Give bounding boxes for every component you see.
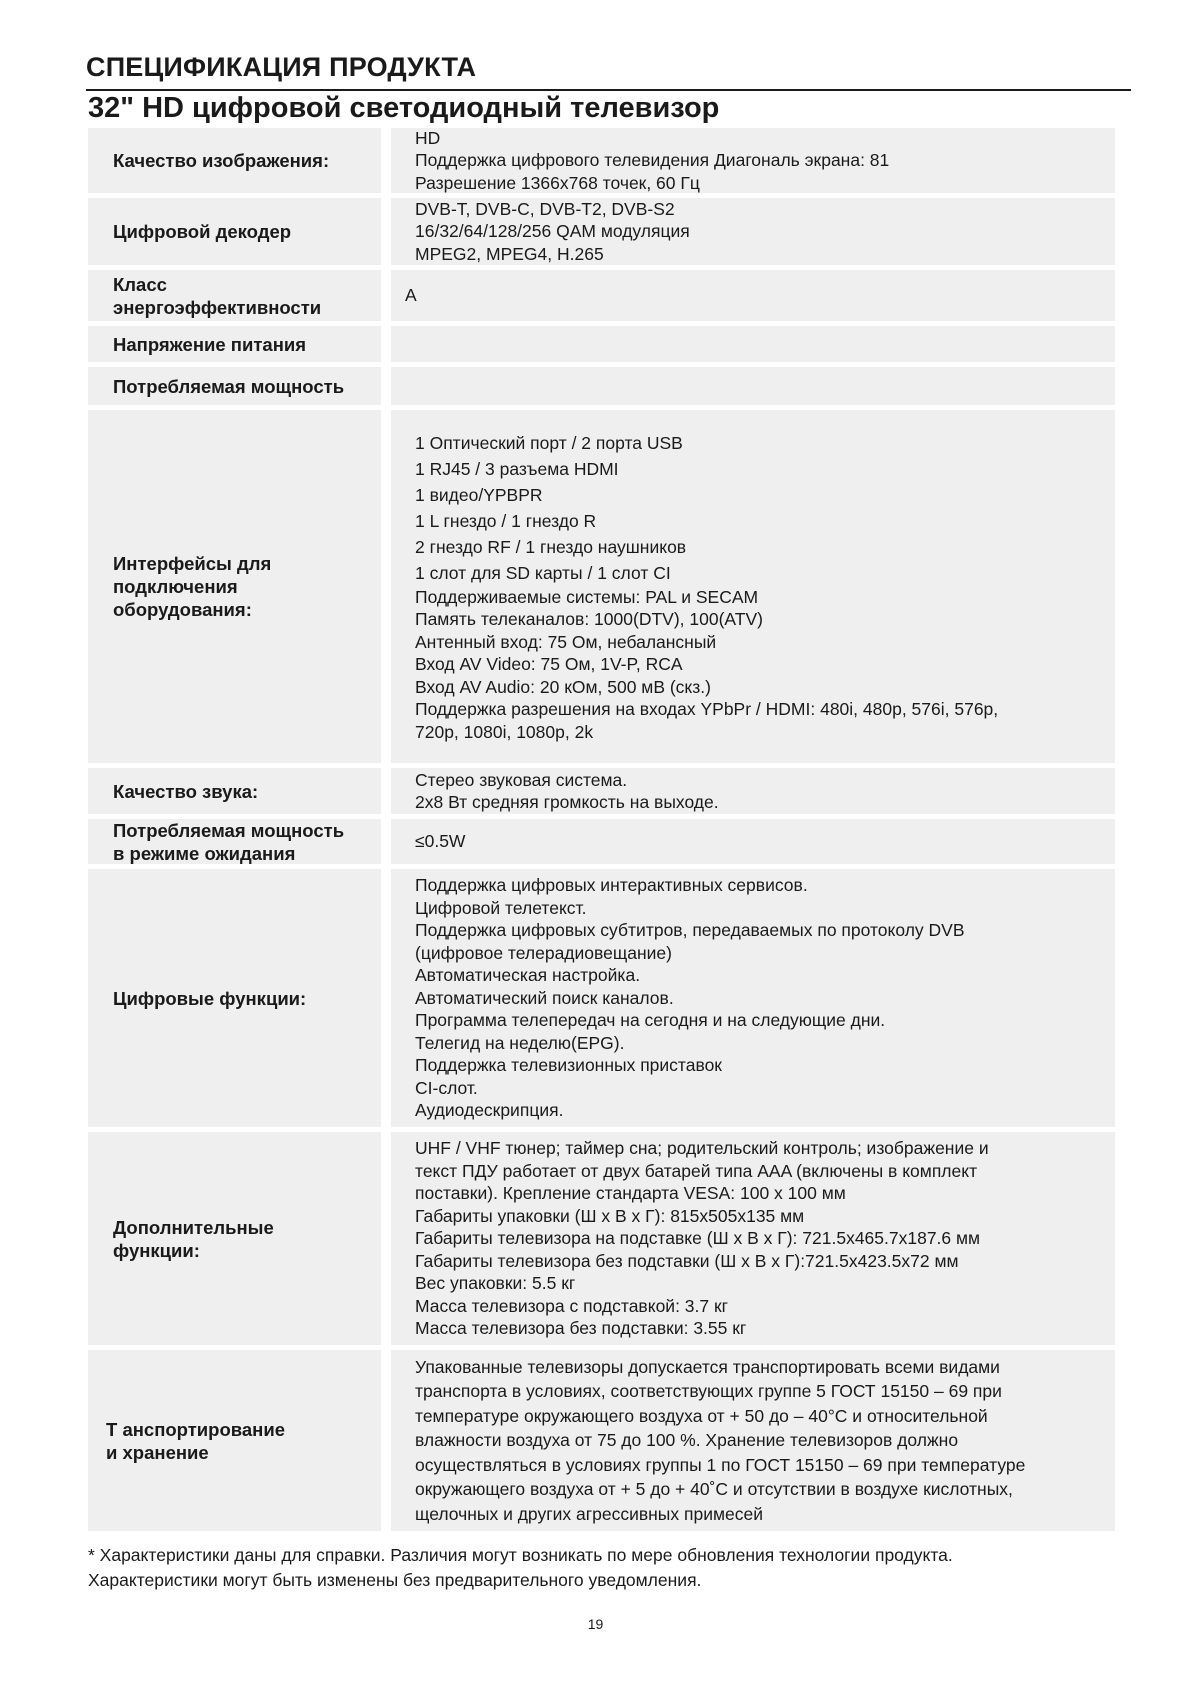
spec-line: Вход AV Video: 75 Ом, 1V-P, RCA (415, 654, 683, 675)
spec-line: ≤0.5W (415, 831, 466, 852)
spec-line: Габариты упаковки (Ш x В x Г): 815x505x135 мм (415, 1205, 805, 1226)
spec-line: Масса телевизора с подставкой: 3.7 кг (415, 1295, 729, 1316)
spec-line: Программа телепередач на сегодня и на следующие дни. (415, 1010, 886, 1031)
spec-label: Класс энергоэффективности (88, 270, 381, 321)
spec-line: Стерео звуковая система. (415, 769, 628, 790)
spec-label: Т анспортирование и хранение (88, 1350, 381, 1531)
spec-line: DVB-T, DVB-C, DVB-T2, DVB-S2 (415, 198, 675, 219)
spec-line: Вход AV Audio: 20 кОм, 500 мВ (скз.) (415, 676, 711, 697)
spec-line: MPEG2, MPEG4, H.265 (415, 243, 604, 264)
spec-line: Поддерживаемые системы: PAL и SECAM (415, 586, 759, 607)
spec-label: Качество звука: (88, 768, 381, 814)
spec-label: Цифровые функции: (88, 869, 381, 1127)
spec-line: Габариты телевизора на подставке (Ш x В x Г): 721.5x465.7x187.6 мм (415, 1228, 981, 1249)
title-divider (86, 89, 1131, 91)
spec-value (391, 367, 1115, 405)
spec-value (391, 869, 1115, 1127)
spec-line: Поддержка цифровых интерактивных сервисов. (415, 875, 808, 896)
spec-line: (цифровое телерадиовещание) (415, 942, 672, 963)
spec-row-picture-quality (88, 128, 1115, 193)
spec-line: транспорта в условиях, соответствующих группе 5 ГОСТ 15150 – 69 при (415, 1381, 1002, 1402)
spec-line: Память телеканалов: 1000(DTV), 100(ATV) (415, 609, 763, 630)
footnote-line: Характеристики могут быть изменены без предварительного уведомления. (88, 1570, 702, 1590)
spec-row-transport-storage (88, 1350, 1115, 1531)
spec-label: Напряжение питания (88, 326, 381, 362)
spec-value (391, 768, 1115, 814)
spec-line: 1 RJ45 / 3 разъема HDMI (415, 458, 619, 479)
spec-line: HD (415, 127, 441, 148)
spec-line: Телегид на неделю(EPG). (415, 1032, 625, 1053)
spec-line: 1 L гнездо / 1 гнездо R (415, 510, 597, 531)
spec-row-digital-functions (88, 869, 1115, 1127)
spec-line: Габариты телевизора без подставки (Ш x В x Г):721.5x423.5x72 мм (415, 1250, 959, 1271)
spec-line: 2x8 Вт средняя громкость на выходе. (415, 792, 719, 812)
spec-label: Интерфейсы для подключения оборудования: (88, 410, 381, 763)
spec-line: CI-слот. (415, 1077, 478, 1098)
spec-value (391, 1350, 1115, 1531)
spec-line: текст ПДУ работает от двух батарей типа AAA (включены в комплект (415, 1160, 978, 1181)
spec-row-additional-functions (88, 1132, 1115, 1345)
spec-label: Потребляемая мощность в режиме ожидания (88, 819, 381, 864)
spec-line: 1 видео/YPBPR (415, 484, 543, 505)
spec-line: поставки). Крепление стандарта VESA: 100 x 100 мм (415, 1183, 846, 1204)
footnote-line: * Характеристики даны для справки. Различия могут возникать по мере обновления технологии продукта. (88, 1545, 953, 1565)
spec-line: окружающего воздуха от + 5 до + 40˚С и отсутствии в воздухе кислотных, (415, 1479, 1013, 1500)
spec-line: Упакованные телевизоры допускается транспортировать всеми видами (415, 1356, 1000, 1377)
spec-line: Антенный вход: 75 Ом, небалансный (415, 631, 717, 652)
spec-value (391, 819, 1115, 864)
spec-line: влажности воздуха от 75 до 100 %. Хранение телевизоров должно (415, 1430, 959, 1451)
spec-row-energy-class (88, 270, 1115, 321)
page-number: 19 (587, 1616, 604, 1632)
spec-label: Цифровой декодер (88, 198, 381, 265)
spec-label: Качество изображения: (88, 128, 381, 193)
spec-line: Поддержка цифрового телевидения Диагональ экрана: 81 (415, 150, 890, 171)
spec-label: Дополнительные функции: (88, 1132, 381, 1345)
spec-line: щелочных и других агрессивных примесей (415, 1503, 764, 1524)
spec-line: Цифровой телетекст. (415, 897, 587, 918)
spec-line: Масса телевизора без подставки: 3.55 кг (415, 1318, 747, 1339)
spec-line: UHF / VHF тюнер; таймер сна; родительский контроль; изображение и (415, 1138, 989, 1159)
spec-line: 1 Оптический порт / 2 порта USB (415, 432, 683, 453)
spec-line: Поддержка разрешения на входах YPbPr / HDMI: 480i, 480p, 576i, 576p, (415, 699, 999, 720)
spec-line: Автоматическая настройка. (415, 965, 641, 986)
spec-row-supply-voltage (88, 326, 1115, 362)
spec-line: Поддержка телевизионных приставок (415, 1055, 722, 1076)
spec-line: Разрешение 1366x768 точек, 60 Гц (415, 172, 700, 193)
spec-line: 1 слот для SD карты / 1 слот CI (415, 562, 671, 583)
spec-value (391, 1132, 1115, 1345)
spec-row-sound-quality (88, 768, 1115, 814)
spec-row-digital-decoder (88, 198, 1115, 265)
spec-line: Автоматический поиск каналов. (415, 987, 674, 1008)
footnote (88, 1543, 953, 1593)
spec-line: осуществляться в условиях группы 1 по ГОСТ 15150 – 69 при температуре (415, 1454, 1026, 1475)
spec-value (391, 410, 1115, 763)
spec-line: 16/32/64/128/256 QAM модуляция (415, 221, 690, 242)
spec-value (391, 198, 1115, 265)
spec-value (391, 128, 1115, 193)
spec-line: Вес упаковки: 5.5 кг (415, 1273, 576, 1294)
spec-value (391, 270, 1115, 321)
page-title: СПЕЦИФИКАЦИЯ ПРОДУКТА (86, 52, 477, 82)
spec-line: температуре окружающего воздуха от + 50 до – 40°С и относительной (415, 1405, 988, 1426)
spec-line: 2 гнездо RF / 1 гнездо наушников (415, 536, 687, 557)
spec-line: 720p, 1080i, 1080p, 2k (415, 721, 594, 742)
spec-row-interfaces (88, 410, 1115, 763)
spec-row-power-consumption (88, 367, 1115, 405)
spec-line: Поддержка цифровых субтитров, передаваемых по протоколу DVB (415, 920, 965, 941)
spec-label: Потребляемая мощность (88, 367, 381, 405)
spec-table (88, 128, 1115, 1536)
product-title: 32" HD цифровой светодиодный телевизор (88, 92, 720, 124)
spec-value (391, 326, 1115, 362)
spec-row-standby-power (88, 819, 1115, 864)
spec-line: A (405, 285, 417, 306)
spec-line: Аудиодескрипция. (415, 1100, 564, 1121)
